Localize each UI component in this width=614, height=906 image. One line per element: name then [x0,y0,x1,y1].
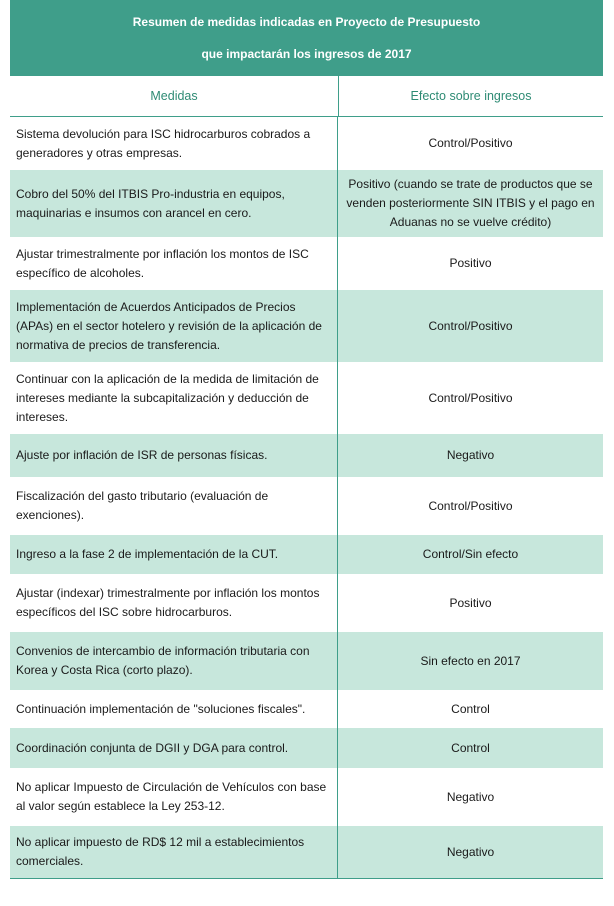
table-header-row [10,76,603,117]
table-row [10,535,603,574]
table-row [10,237,603,290]
measure-cell: Convenios de intercambio de información tributaria con Korea y Costa Rica (corto plazo). [10,632,338,690]
effect-cell: Positivo [449,256,492,270]
header-effect: Efecto sobre ingresos [410,89,532,103]
table-row [10,768,603,826]
effect-cell: Negativo [446,448,495,462]
table-row [10,434,603,477]
measure-cell: Implementación de Acuerdos Anticipados de Precios (APAs) en el sector hotelero y revisión de la aplicación de normativa de precios de transferencia. [10,290,338,362]
measure-cell: Fiscalización del gasto tributario (evaluación de exenciones). [10,477,338,535]
table-row [10,632,603,690]
effect-cell: Positivo (cuando se trate de productos que se venden posteriormente SIN ITBIS y el pago en Aduanas no se vuelve crédito) [346,177,595,229]
measure-cell: Ajustar (indexar) trimestralmente por inflación los montos específicos del ISC sobre hidrocarburos. [10,574,338,632]
table-row [10,728,603,768]
header-measures: Medidas [10,76,339,116]
measures-table [10,0,603,879]
table-title [10,0,603,76]
measure-cell: Coordinación conjunta de DGII y DGA para control. [10,728,338,768]
measure-cell: No aplicar impuesto de RD$ 12 mil a establecimientos comerciales. [10,826,338,878]
measure-cell: Ajuste por inflación de ISR de personas físicas. [10,434,338,477]
table-row [10,117,603,170]
effect-cell: Control/Positivo [428,136,513,150]
table-body [10,117,603,878]
effect-cell: Control/Positivo [428,318,513,333]
effect-cell: Control/Positivo [428,390,513,405]
table-title-line2: que impactarán los ingresos de 2017 [201,47,412,61]
table-row [10,362,603,434]
table-title-line1: Resumen de medidas indicadas en Proyecto de Presupuesto [132,15,481,29]
effect-cell: Negativo [446,844,495,859]
table-bottom-border [10,878,603,879]
measure-cell: No aplicar Impuesto de Circulación de Vehículos con base al valor según establece la Ley 253-12. [10,768,338,826]
effect-cell: Control/Positivo [428,498,513,513]
table-row [10,477,603,535]
measure-cell: Continuar con la aplicación de la medida de limitación de intereses mediante la subcapitalización y deducción de intereses. [10,362,338,434]
measure-cell: Continuación implementación de "soluciones fiscales". [10,690,338,728]
effect-cell: Sin efecto en 2017 [420,653,521,668]
effect-cell: Positivo [449,595,492,610]
table-row [10,826,603,878]
table-row [10,290,603,362]
table-row [10,690,603,728]
measure-cell: Sistema devolución para ISC hidrocarburos cobrados a generadores y otras empresas. [10,117,338,170]
effect-cell: Control [451,740,490,755]
measure-cell: Cobro del 50% del ITBIS Pro-industria en equipos, maquinarias e insumos con arancel en cero. [10,170,338,237]
effect-cell: Control [451,701,490,716]
measure-cell: Ajustar trimestralmente por inflación los montos de ISC específico de alcoholes. [10,237,338,290]
effect-cell: Negativo [446,789,495,804]
effect-cell: Control/Sin efecto [422,547,519,561]
table-row [10,170,603,237]
measure-cell: Ingreso a la fase 2 de implementación de la CUT. [10,535,338,574]
table-row [10,574,603,632]
